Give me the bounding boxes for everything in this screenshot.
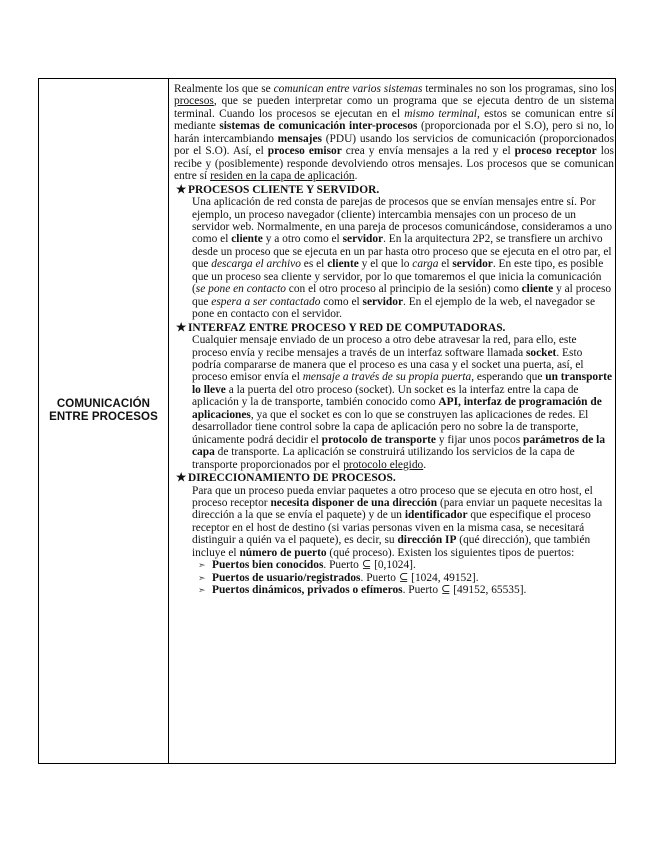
section-title: DIRECCIONAMIENTO DE PROCESOS. [188, 472, 396, 485]
bullet-text: . Puerto ⊆ [1024, 49152]. [360, 571, 479, 584]
section-heading-clientes [176, 184, 614, 196]
list-item [198, 584, 614, 596]
bullet-label: Puertos bien conocidos [212, 559, 324, 572]
list-item [198, 572, 614, 584]
section-heading-direccionamiento [176, 472, 614, 484]
bullet-text: . Puerto ⊆ [49152, 65535]. [402, 584, 527, 597]
concept-title: COMUNICACIÓN ENTRE PROCESOS [49, 398, 158, 423]
intro-paragraph: Realmente los que se comunican entre varios sistemas terminales no son los programas, sino los procesos, que se pueden interpretar como un programa que se ejecuta dentro de un sistema terminal. Cuando los procesos se ejecutan en el mismo terminal, estos se comunican entre sí mediante sistemas de comunicación inter-procesos (proporcionada por el S.O), pero si no, lo harán intercambiando mensajes (PDU) usando los servicios de comunicación (proporcionados por el S.O). Así, el proceso emisor crea y envía mensajes a la red y el proceso receptor los recibe y (posiblemente) responde devolviendo otros mensajes. Los procesos que se comunican entre sí residen en la capa de aplicación. [174, 83, 614, 183]
section-body-clientes: Una aplicación de red consta de parejas de procesos que se envían mensajes entre sí. Por ejemplo, un proceso navegador (cliente) intercambia mensajes con un proceso de un servidor web. Normalmente, en una pareja de procesos comunicándose, consideramos a uno como el cliente y a otro como el servidor. En la arquitectura 2P2, se transfiere un archivo desde un proceso que se ejecuta en un par hasta otro proceso que se ejecuta en el otro par, el que descarga el archivo es el cliente y el que lo carga el servidor. En este tipo, es posible que un proceso sea cliente y servidor, por lo que tomaremos el que inicia la comunicación (se pone en contacto con el otro proceso al principio de la sesión) como cliente y al proceso que espera a ser contactado como el servidor. En el ejemplo de la web, el navegador se pone en contacto con el servidor. [192, 196, 613, 321]
star-icon: ★ [176, 321, 187, 334]
concept-cell [39, 79, 169, 763]
bullet-text: . Puerto ⊆ [0,1024]. [323, 559, 416, 572]
star-icon: ★ [176, 472, 187, 485]
section-heading-interfaz [176, 322, 614, 334]
bullet-label: Puertos dinámicos, privados o efímeros [212, 584, 403, 597]
section-body-direccionamiento: Para que un proceso pueda enviar paquetes a otro proceso que se ejecuta en otro host, el proceso receptor necesita disponer de una dirección (para enviar un paquete necesitas la dirección a la que se envía el paquete) y de un identificador que especifique el proceso receptor en el host de destino (si varias personas viven en la misma casa, se necesitará distinguir a quién va el paquete), es decir, su dirección IP (qué dirección), que también incluye el número de puerto (qué proceso). Existen los siguientes tipos de puertos: [192, 484, 603, 559]
section-body-interfaz: Cualquier mensaje enviado de un proceso a otro debe atravesar la red, para ello, este proceso envía y recibe mensajes a través de un interfaz software llamada socket. Esto podría compararse de manera que el proceso es una casa y el socket una puerta, así, el proceso emisor envía el mensaje a través de su propia puerta, esperando que un transporte lo lleve a la puerta del otro proceso (socket). Un socket es la interfaz entre la capa de aplicación y la de transporte, también conocido como API, interfaz de programación de aplicaciones, ya que el socket es con lo que se construyen las aplicaciones de redes. El desarrollador tiene control sobre la capa de aplicación pero no sobre la de transporte, únicamente podrá decidir el protocolo de transporte y fijar unos pocos parámetros de la capa de transporte. La aplicación se construirá utilizando los servicios de la capa de transporte proporcionados por el protocolo elegido. [192, 334, 613, 471]
section-title: PROCESOS CLIENTE Y SERVIDOR [188, 183, 377, 196]
list-item [198, 559, 614, 571]
star-icon: ★ [176, 183, 187, 196]
section-title-punct: . [376, 183, 380, 196]
double-arrow-icon: ➣ [198, 560, 206, 571]
bullet-label: Puertos de usuario/registrados [212, 571, 361, 584]
concept-table [38, 78, 616, 764]
definition-cell [174, 83, 614, 597]
double-arrow-icon: ➣ [198, 585, 206, 596]
section-title: INTERFAZ ENTRE PROCESO Y RED DE COMPUTADORAS. [188, 321, 506, 334]
double-arrow-icon: ➣ [198, 572, 206, 583]
